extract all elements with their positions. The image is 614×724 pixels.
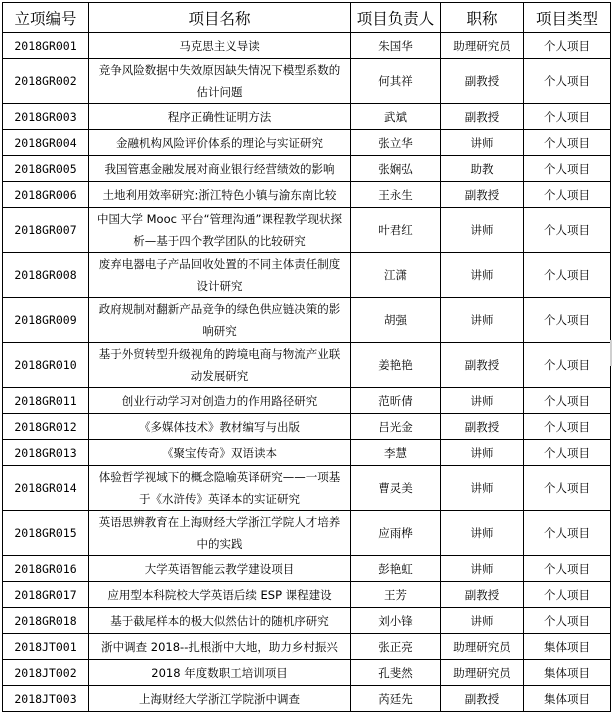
cell-project-type: 个人项目 (524, 343, 611, 388)
cell-project-type: 集体项目 (524, 660, 611, 686)
cell-project-name: 上海财经大学浙江学院浙中调查 (89, 686, 351, 712)
cell-job-title: 副教授 (441, 104, 524, 130)
cell-project-name: 基于外贸转型升级视角的跨境电商与物流产业联动发展研究 (89, 343, 351, 388)
cell-project-name: 政府规制对翻新产品竞争的绿色供应链决策的影响研究 (89, 298, 351, 343)
cell-project-leader: 姜艳艳 (351, 343, 441, 388)
table-row (3, 298, 611, 343)
cell-project-type: 个人项目 (524, 388, 611, 414)
cell-project-id: 2018GR015 (3, 511, 89, 556)
table-row (3, 414, 611, 440)
cell-project-type: 个人项目 (524, 511, 611, 556)
cell-project-leader: 张正亮 (351, 634, 441, 660)
table-row (3, 388, 611, 414)
cell-project-type: 个人项目 (524, 414, 611, 440)
table-row (3, 582, 611, 608)
header-project-type: 项目类型 (524, 3, 611, 33)
table-row (3, 253, 611, 298)
cell-project-id: 2018GR008 (3, 253, 89, 298)
cell-project-name: 创业行动学习对创造力的作用路径研究 (89, 388, 351, 414)
table-row (3, 208, 611, 253)
cell-project-leader: 张立华 (351, 130, 441, 156)
cell-job-title: 副教授 (441, 686, 524, 712)
cell-job-title: 讲师 (441, 253, 524, 298)
cell-job-title: 助理研究员 (441, 634, 524, 660)
cell-project-id: 2018GR002 (3, 59, 89, 104)
cell-project-id: 2018GR018 (3, 608, 89, 634)
cell-project-type: 个人项目 (524, 556, 611, 582)
cell-project-leader: 武斌 (351, 104, 441, 130)
cell-project-leader: 王永生 (351, 182, 441, 208)
cell-project-leader: 何其祥 (351, 59, 441, 104)
table-body (3, 33, 611, 712)
table-row (3, 182, 611, 208)
table-row (3, 511, 611, 556)
cell-job-title: 讲师 (441, 466, 524, 511)
cell-project-id: 2018JT001 (3, 634, 89, 660)
cell-project-leader: 刘小锋 (351, 608, 441, 634)
table-row (3, 686, 611, 712)
cell-project-id: 2018GR014 (3, 466, 89, 511)
header-project-leader: 项目负责人 (351, 3, 441, 33)
table-row (3, 556, 611, 582)
cell-project-name: 我国管惠金融发展对商业银行经营绩效的影响 (89, 156, 351, 182)
cell-project-id: 2018GR010 (3, 343, 89, 388)
cell-project-id: 2018GR005 (3, 156, 89, 182)
cell-project-name: 应用型本科院校大学英语后续 ESP 课程建设 (89, 582, 351, 608)
table-row (3, 156, 611, 182)
cell-project-id: 2018GR011 (3, 388, 89, 414)
cell-project-type: 个人项目 (524, 59, 611, 104)
cell-project-type: 个人项目 (524, 582, 611, 608)
project-table (2, 2, 611, 712)
cell-project-leader: 张娴弘 (351, 156, 441, 182)
cell-project-type: 个人项目 (524, 208, 611, 253)
cell-project-type: 个人项目 (524, 156, 611, 182)
cell-project-name: 废弃电器电子产品回收处置的不同主体责任制度设计研究 (89, 253, 351, 298)
table-row (3, 608, 611, 634)
cell-project-type: 个人项目 (524, 130, 611, 156)
cell-project-type: 集体项目 (524, 686, 611, 712)
cell-project-id: 2018JT003 (3, 686, 89, 712)
cell-project-id: 2018GR004 (3, 130, 89, 156)
cell-project-id: 2018GR016 (3, 556, 89, 582)
cell-project-type: 个人项目 (524, 466, 611, 511)
cell-project-name: 英语思辨教育在上海财经大学浙江学院人才培养中的实践 (89, 511, 351, 556)
cell-job-title: 讲师 (441, 388, 524, 414)
cell-job-title: 讲师 (441, 556, 524, 582)
cell-project-type: 个人项目 (524, 440, 611, 466)
cell-job-title: 讲师 (441, 608, 524, 634)
cell-job-title: 讲师 (441, 208, 524, 253)
cell-project-name: 基于截尾样本的极大似然估计的随机序研究 (89, 608, 351, 634)
cell-project-name: 大学英语智能云教学建设项目 (89, 556, 351, 582)
cell-job-title: 副教授 (441, 182, 524, 208)
cell-project-name: 体验哲学视域下的概念隐喻英译研究——一项基于《水浒传》英译本的实证研究 (89, 466, 351, 511)
table-row (3, 343, 611, 388)
table-row (3, 130, 611, 156)
cell-job-title: 讲师 (441, 298, 524, 343)
cell-project-type: 个人项目 (524, 608, 611, 634)
cell-project-leader: 孔斐然 (351, 660, 441, 686)
cell-project-leader: 应雨桦 (351, 511, 441, 556)
table-row (3, 33, 611, 59)
cell-project-id: 2018GR013 (3, 440, 89, 466)
table-row (3, 634, 611, 660)
cell-project-leader: 江潇 (351, 253, 441, 298)
cell-job-title: 讲师 (441, 511, 524, 556)
cell-project-id: 2018GR017 (3, 582, 89, 608)
cell-project-name: 《多媒体技术》教材编写与出版 (89, 414, 351, 440)
cell-project-id: 2018GR006 (3, 182, 89, 208)
cell-project-id: 2018GR001 (3, 33, 89, 59)
cell-job-title: 助理研究员 (441, 660, 524, 686)
cell-project-name: 程序正确性证明方法 (89, 104, 351, 130)
scroll-indicator (610, 340, 612, 366)
cell-project-name: 浙中调查 2018--扎根浙中大地，助力乡村振兴 (89, 634, 351, 660)
table-row (3, 59, 611, 104)
cell-project-type: 个人项目 (524, 104, 611, 130)
cell-project-id: 2018GR007 (3, 208, 89, 253)
cell-job-title: 助理研究员 (441, 33, 524, 59)
cell-project-leader: 曹灵美 (351, 466, 441, 511)
cell-job-title: 副教授 (441, 343, 524, 388)
table-row (3, 660, 611, 686)
cell-project-leader: 彭艳虹 (351, 556, 441, 582)
cell-project-leader: 吕光金 (351, 414, 441, 440)
header-job-title: 职称 (441, 3, 524, 33)
cell-project-name: 马克思主义导读 (89, 33, 351, 59)
cell-project-id: 2018GR012 (3, 414, 89, 440)
cell-project-leader: 芮廷先 (351, 686, 441, 712)
header-row (3, 3, 611, 33)
cell-job-title: 助教 (441, 156, 524, 182)
table-row (3, 440, 611, 466)
table-row (3, 104, 611, 130)
cell-project-name: 中国大学 Mooc 平台“管理沟通”课程教学现状探析—基于四个教学团队的比较研究 (89, 208, 351, 253)
cell-project-type: 个人项目 (524, 298, 611, 343)
cell-project-leader: 胡强 (351, 298, 441, 343)
cell-project-name: 土地利用效率研究:浙江特色小镇与渝东南比较 (89, 182, 351, 208)
cell-project-name: 金融机构风险评价体系的理论与实证研究 (89, 130, 351, 156)
header-project-name: 项目名称 (89, 3, 351, 33)
cell-project-name: 2018 年度数职工培训项目 (89, 660, 351, 686)
cell-project-leader: 朱国华 (351, 33, 441, 59)
cell-job-title: 副教授 (441, 59, 524, 104)
cell-job-title: 副教授 (441, 582, 524, 608)
cell-project-leader: 李慧 (351, 440, 441, 466)
cell-project-leader: 王芳 (351, 582, 441, 608)
cell-job-title: 讲师 (441, 130, 524, 156)
cell-project-type: 个人项目 (524, 182, 611, 208)
cell-project-id: 2018GR009 (3, 298, 89, 343)
cell-project-name: 竞争风险数据中失效原因缺失情况下模型系数的估计问题 (89, 59, 351, 104)
cell-project-name: 《聚宝传奇》双语读本 (89, 440, 351, 466)
cell-job-title: 副教授 (441, 414, 524, 440)
cell-project-type: 个人项目 (524, 33, 611, 59)
cell-project-id: 2018JT002 (3, 660, 89, 686)
table-row (3, 466, 611, 511)
header-project-id: 立项编号 (3, 3, 89, 33)
cell-project-type: 集体项目 (524, 634, 611, 660)
cell-job-title: 讲师 (441, 440, 524, 466)
cell-project-leader: 范昕倩 (351, 388, 441, 414)
cell-project-type: 个人项目 (524, 253, 611, 298)
cell-project-id: 2018GR003 (3, 104, 89, 130)
cell-project-leader: 叶君红 (351, 208, 441, 253)
